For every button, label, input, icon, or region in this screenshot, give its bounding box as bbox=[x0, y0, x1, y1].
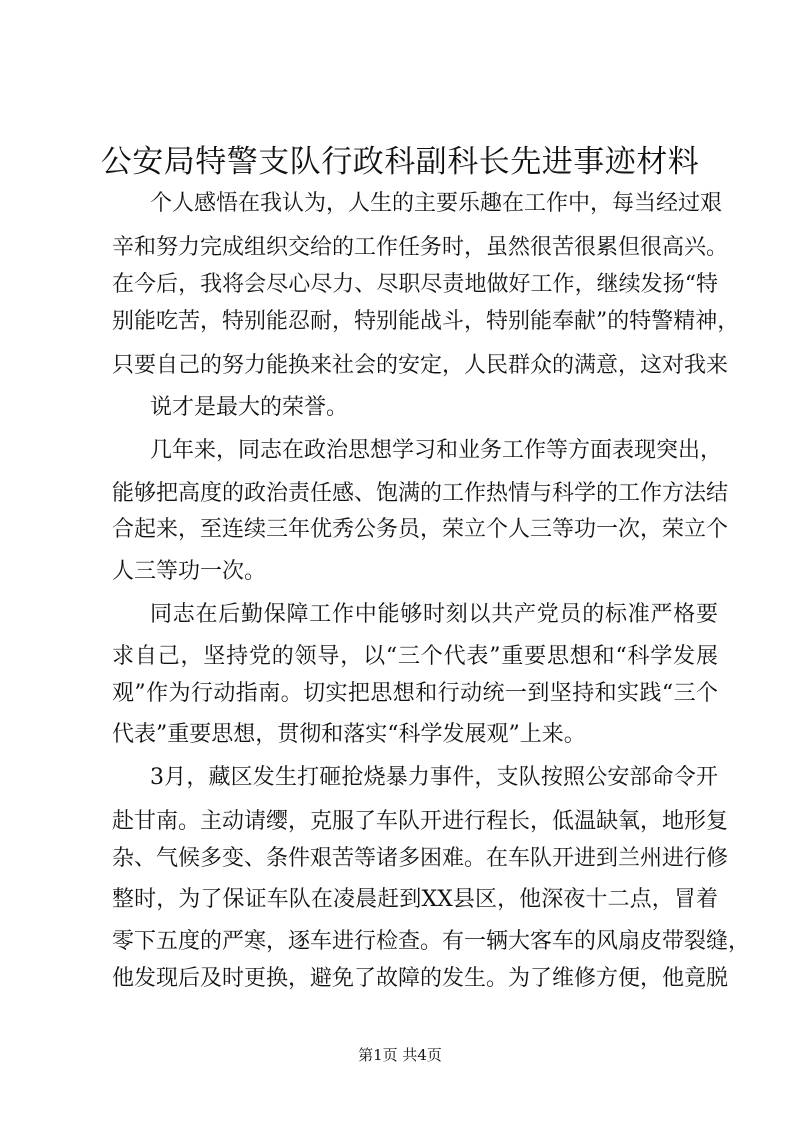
text-line: 几年来，同志在政治思想学习和业务工作等方面表现突出， bbox=[150, 438, 723, 463]
text-line: 整时，为了保证车队在凌晨赶到XX县区，他深夜十二点，冒着 bbox=[112, 887, 718, 912]
text-line: 3月，藏区发生打砸抢烧暴力事件，支队按照公安部命令开 bbox=[150, 765, 718, 790]
text-line: 杂、气候多变、条件艰苦等诸多困难。在车队开进到兰州进行修 bbox=[112, 846, 729, 871]
text-line: 他发现后及时更换，避免了故障的发生。为了维修方便，他竟脱 bbox=[112, 966, 729, 991]
text-line: 代表”重要思想，贯彻和落实“科学发展观”上来。 bbox=[112, 722, 586, 747]
text-line: 合起来，至连续三年优秀公务员，荣立个人三等功一次，荣立个 bbox=[112, 517, 729, 542]
text-line: 观”作为行动指南。切实把思想和行动统一到坚持和实践“三个 bbox=[112, 681, 718, 706]
text-line: 辛和努力完成组织交给的工作任务时，虽然很苦很累但很高兴。 bbox=[112, 235, 729, 260]
text-line: 能够把高度的政治责任感、饱满的工作热情与科学的工作方法结 bbox=[112, 481, 729, 506]
text-line: 零下五度的严寒，逐车进行检查。有一辆大客车的风扇皮带裂缝， bbox=[112, 929, 751, 954]
text-line: 在今后，我将会尽心尽力、尽职尽责地做好工作，继续发扬“特 bbox=[112, 272, 718, 297]
text-line: 求自己，坚持党的领导，以“三个代表”重要思想和“科学发展 bbox=[112, 644, 718, 669]
document-title: 公安局特警支队行政科副科长先进事迹材料 bbox=[100, 144, 700, 180]
text-line: 只要自己的努力能换来社会的安定，人民群众的满意，这对我来 bbox=[112, 353, 729, 378]
text-line: 说才是最大的荣誉。 bbox=[150, 395, 349, 420]
text-line: 同志在后勤保障工作中能够时刻以共产党员的标准严格要 bbox=[150, 602, 718, 627]
text-line: 人三等功一次。 bbox=[112, 559, 267, 584]
text-line: 赴甘南。主动请缨，克服了车队开进行程长，低温缺氧，地形复 bbox=[112, 809, 729, 834]
text-line: 个人感悟在我认为，人生的主要乐趣在工作中，每当经过艰 bbox=[150, 191, 723, 216]
page-number: 第1页 共4页 bbox=[358, 1046, 442, 1064]
text-line: 别能吃苦，特别能忍耐，特别能战斗，特别能奉献”的特警精神， bbox=[112, 309, 740, 334]
